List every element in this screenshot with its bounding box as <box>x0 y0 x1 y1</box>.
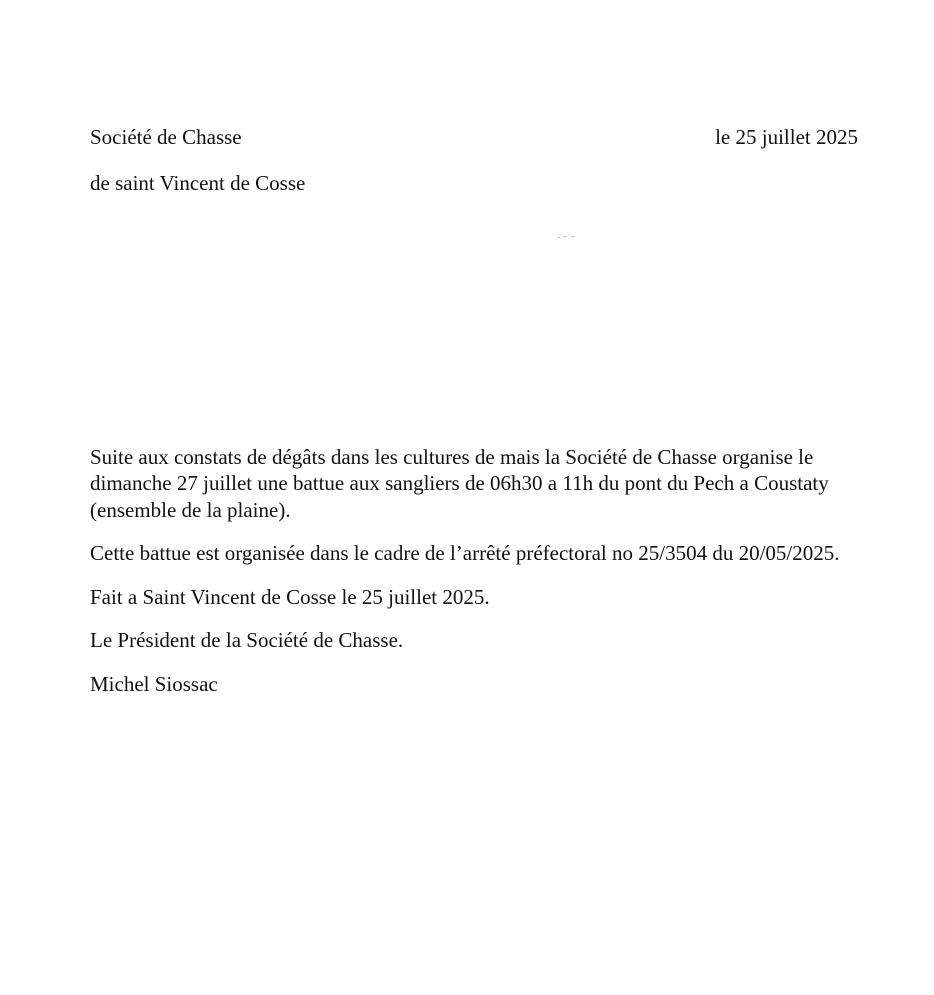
legal-reference-paragraph: Cette battue est organisée dans le cadre de l’arrêté préfectoral no 25/3504 du 20/05/2025. <box>90 541 840 566</box>
letter-body <box>90 444 870 714</box>
sender-block <box>90 124 590 216</box>
announcement-paragraph: Suite aux constats de dégâts dans les cultures de mais la Société de Chasse organise le dimanche 27 juillet une battue aux sangliers de 06h30 a 11h du pont du Pech a Coustaty (ensemble de la plaine). <box>90 445 829 522</box>
scan-specks <box>558 236 578 239</box>
signature-title: Le Président de la Société de Chasse. <box>90 628 404 653</box>
sender-organization: Société de Chasse <box>90 125 242 149</box>
letter-date: le 25 juillet 2025 <box>715 125 858 149</box>
sender-location: de saint Vincent de Cosse <box>90 171 306 195</box>
place-date-paragraph: Fait a Saint Vincent de Cosse le 25 juillet 2025. <box>90 584 490 609</box>
signature-name: Michel Siossac <box>90 671 218 696</box>
